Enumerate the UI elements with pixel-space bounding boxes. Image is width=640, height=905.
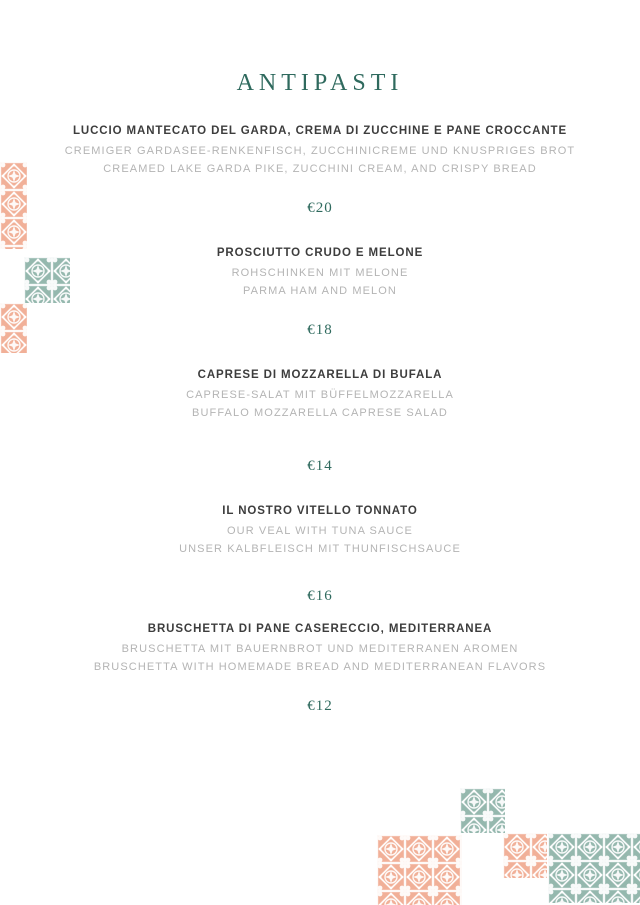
menu-item-list <box>0 124 640 714</box>
azulejo-tile-block-bottom-teal <box>548 833 640 903</box>
azulejo-tile-square-bottom-teal-small <box>460 788 505 833</box>
item-name: BRUSCHETTA DI PANE CASERECCIO, MEDITERRANEA <box>147 623 493 635</box>
item-translation-en: CREAMED LAKE GARDA PIKE, ZUCCHINI CREAM, AND CRISPY BREAD <box>103 163 537 175</box>
item-translation-en: BRUSCHETTA WITH HOMEMADE BREAD AND MEDITERRANEAN FLAVORS <box>93 661 547 673</box>
item-price: €18 <box>307 322 333 338</box>
menu-item <box>0 504 640 604</box>
azulejo-tile-square-bottom-salmon-small <box>503 833 547 878</box>
item-name: CAPRESE DI MOZZARELLA DI BUFALA <box>197 369 443 381</box>
menu-item <box>0 246 640 338</box>
menu-item <box>0 622 640 714</box>
menu-item <box>0 124 640 216</box>
item-price: €20 <box>307 200 333 216</box>
item-translation-de: CAPRESE-SALAT MIT BÜFFELMOZZARELLA <box>186 389 454 401</box>
item-translation-de: ROHSCHINKEN MIT MELONE <box>231 267 409 279</box>
item-name: LUCCIO MANTECATO DEL GARDA, CREMA DI ZUCCHINE E PANE CROCCANTE <box>72 125 568 137</box>
section-title: ANTIPASTI <box>236 70 404 96</box>
item-name: PROSCIUTTO CRUDO E MELONE <box>216 247 424 259</box>
item-translation-en: PARMA HAM AND MELON <box>243 285 397 297</box>
item-name: IL NOSTRO VITELLO TONNATO <box>222 505 418 517</box>
item-price: €12 <box>307 698 333 714</box>
menu-item <box>0 368 640 474</box>
item-translation-de: BRUSCHETTA MIT BAUERNBROT UND MEDITERRANEN AROMEN <box>121 643 519 655</box>
item-price: €16 <box>307 588 333 604</box>
item-translation-de: CREMIGER GARDASEE-RENKENFISCH, ZUCCHINICREME UND KNUSPRIGES BROT <box>64 145 576 157</box>
item-translation-de: UNSER KALBFLEISCH MIT THUNFISCHSAUCE <box>179 543 461 555</box>
item-translation-en: BUFFALO MOZZARELLA CAPRESE SALAD <box>192 407 448 419</box>
item-price: €14 <box>307 458 333 474</box>
item-translation-en: OUR VEAL WITH TUNA SAUCE <box>227 525 413 537</box>
azulejo-tile-block-bottom-salmon <box>377 835 462 905</box>
